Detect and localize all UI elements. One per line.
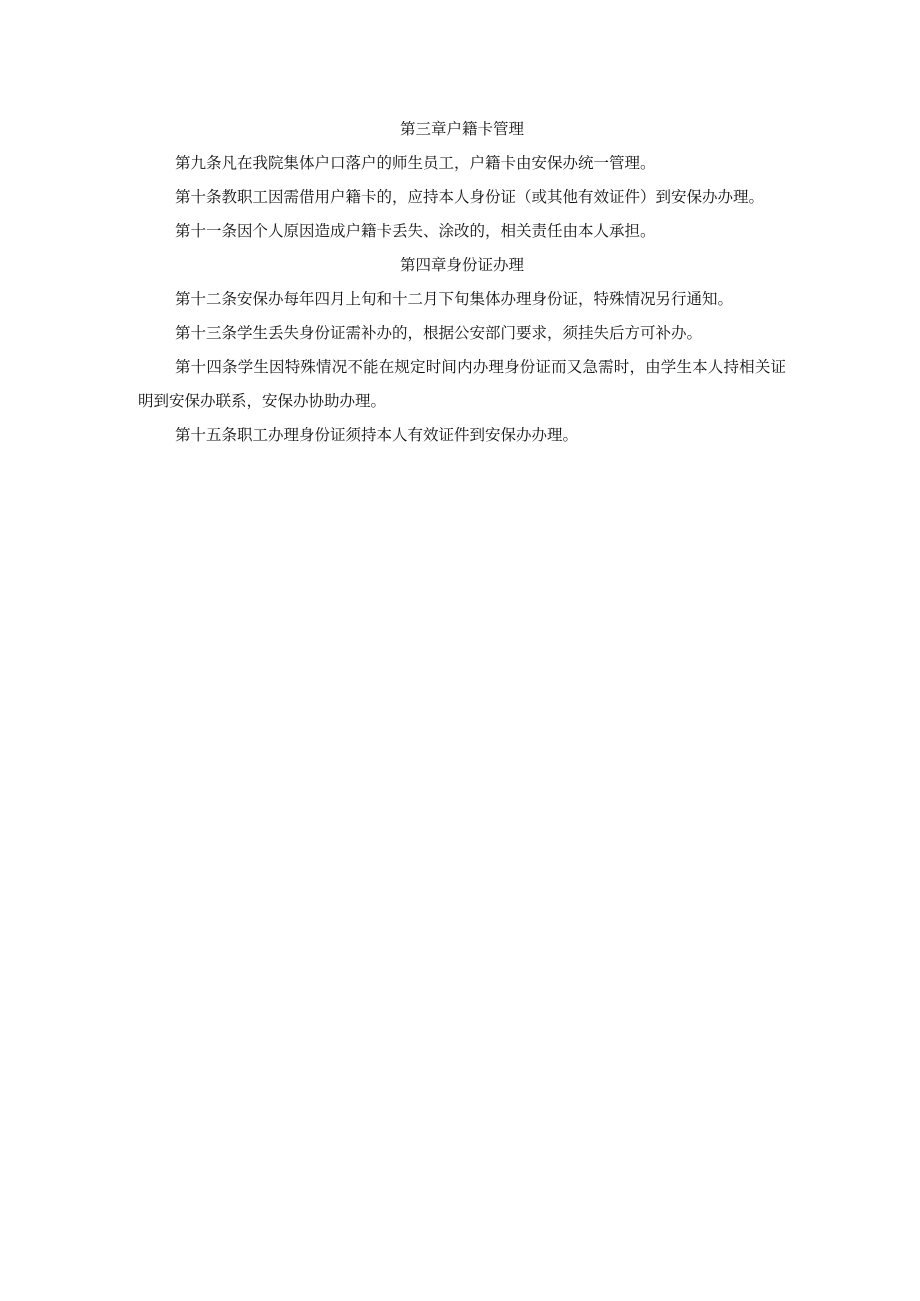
document-page <box>138 112 786 452</box>
article-13: 第十三条学生丢失身份证需补办的，根据公安部门要求，须挂失后方可补办。 <box>175 324 703 342</box>
article-9: 第九条凡在我院集体户口落户的师生员工，户籍卡由安保办统一管理。 <box>175 154 656 172</box>
article-10: 第十条教职工因需借用户籍卡的，应持本人身份证（或其他有效证件）到安保办办理。 <box>175 188 765 206</box>
article-14: 第十四条学生因特殊情况不能在规定时间内办理身份证而又急需时，由学生本人持相关证明到安保办联系，安保办协助办理。 <box>138 358 786 410</box>
chapter-3-title: 第三章户籍卡管理 <box>399 120 524 138</box>
article-11: 第十一条因个人原因造成户籍卡丢失、涂改的，相关责任由本人承担。 <box>175 222 656 240</box>
chapter-4-title: 第四章身份证办理 <box>399 256 524 274</box>
article-12: 第十二条安保办每年四月上旬和十二月下旬集体办理身份证，特殊情况另行通知。 <box>175 290 734 308</box>
article-15: 第十五条职工办理身份证须持本人有效证件到安保办办理。 <box>175 426 579 444</box>
